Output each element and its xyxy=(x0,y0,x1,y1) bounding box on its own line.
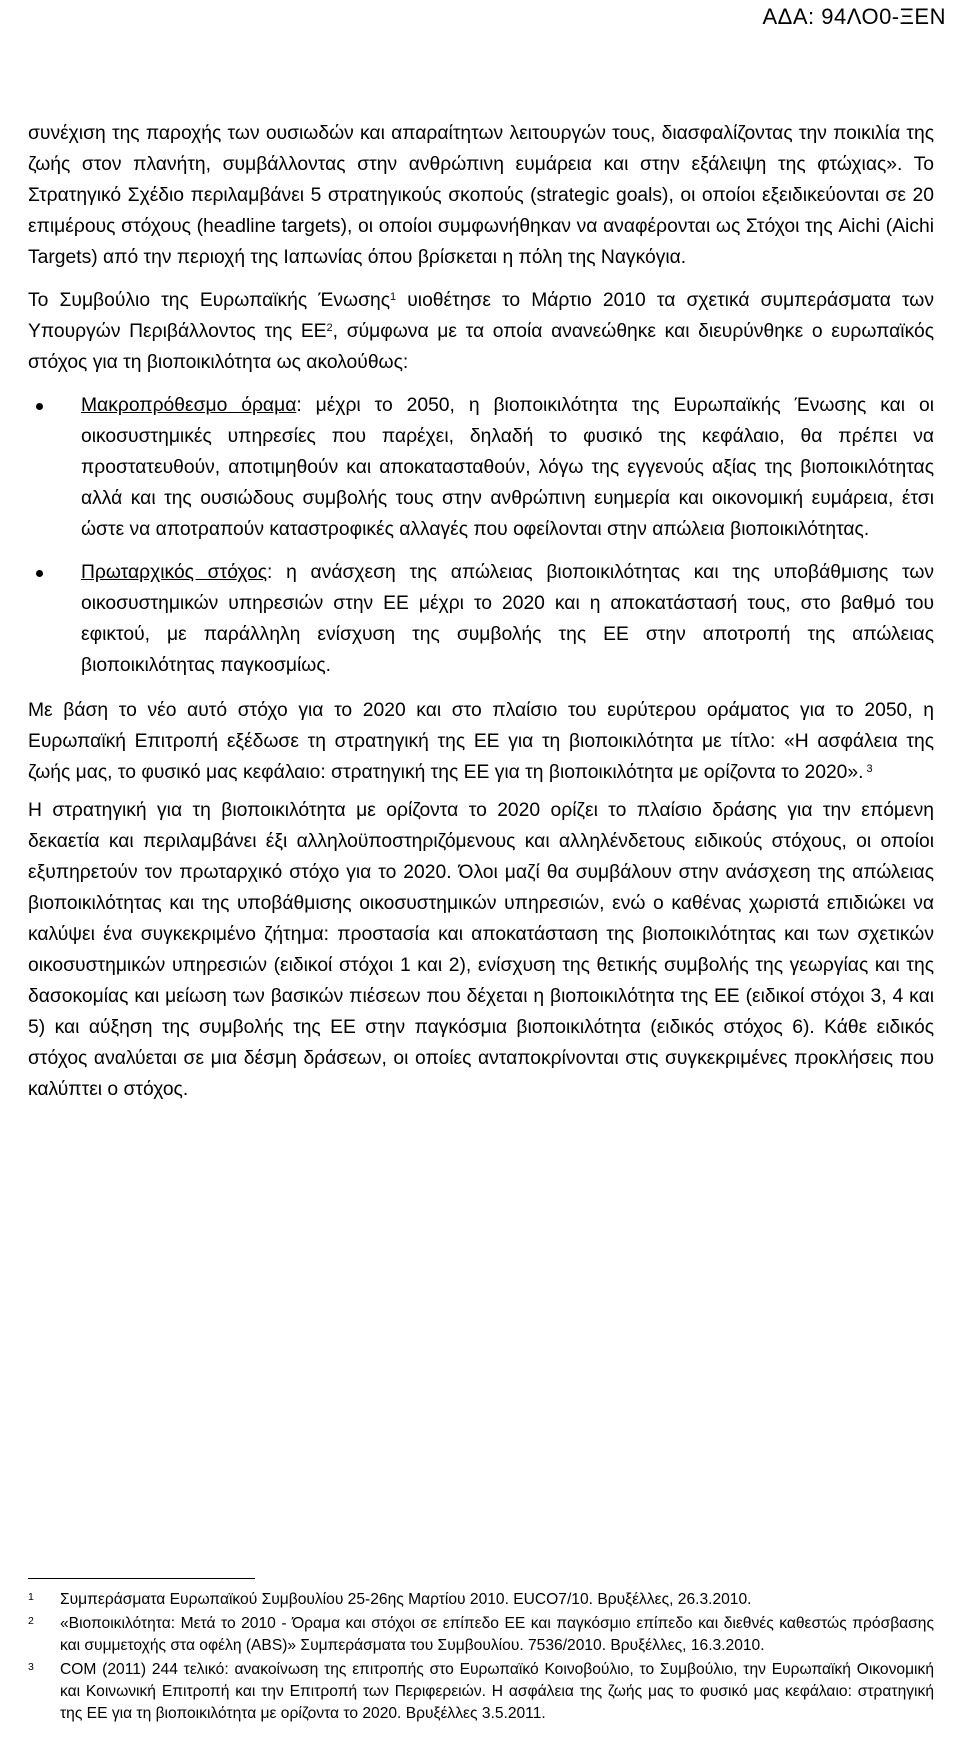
intro-paragraph: συνέχιση της παροχής των ουσιωδών και απαραίτητων λειτουργών τους, διασφαλίζοντας την ποικιλία της ζωής στον πλανήτη, συμβάλλοντας στην ανθρώπινη ευμάρεια και στην εξάλειψη της φτώχιας». Το Στρατηγικό Σχέδιο περιλαμβάνει 5 στρατηγικούς σκοπούς (strategic goals), οι οποίοι εξειδικεύονται σε 20 επιμέρους στόχους (headline targets), οι οποίοι συμφωνήθηκαν να αναφέρονται ως Στόχοι της Aichi (Aichi Targets) από την περιοχή της Ιαπωνίας όπου βρίσκεται η πόλη της Ναγκόγια. xyxy=(28,123,934,268)
footnote-text: COM (2011) 244 τελικό: ανακοίνωση της επιτροπής στο Ευρωπαϊκό Κοινοβούλιο, το Συμβούλιο, την Ευρωπαϊκή Οικονομική και Κοινωνική Επιτροπή και την Επιτροπή των Περιφερειών. Η ασφάλεια της ζωής μας το φυσικό μας κεφάλαιο: στρατηγική της ΕΕ για τη βιοποικιλότητα με ορίζοντα το 2020. Βρυξέλλες 3.5.2011. xyxy=(60,1661,934,1722)
footnote-divider xyxy=(28,1578,255,1579)
council-text-c: , σύμφωνα με τα οποία ανανεώθηκε και διευρύνθηκε ο ευρωπαϊκός στόχος για τη βιοποικιλότητα ως ακολούθως: xyxy=(28,321,934,373)
footnote-ref-1[interactable]: 1 xyxy=(390,291,397,303)
council-text-a: Το Συμβούλιο της Ευρωπαϊκής Ένωσης xyxy=(28,290,391,311)
council-paragraph xyxy=(28,285,934,378)
strategy-text: Με βάση το νέο αυτό στόχο για το 2020 και στο πλαίσιο του ευρύτερου οράματος για το 2050, η Ευρωπαϊκή Επιτροπή εξέδωσε τη στρατηγική της ΕΕ για τη βιοποικιλότητα με τίτλο: «Η ασφάλεια της ζωής μας, το φυσικό μας κεφάλαιο: στρατηγική της ΕΕ για τη βιοποικιλότητα με ορίζοντα το 2020». xyxy=(28,700,934,783)
council-text-b: υιοθέτησε το Μάρτιο 2010 τα σχετικά συμπεράσματα των Υπουργών Περιβάλλοντος της ΕΕ xyxy=(28,290,934,342)
footnote-ref-2[interactable]: 2 xyxy=(326,322,333,334)
bullet-text: : μέχρι το 2050, η βιοποικιλότητα της Ευρωπαϊκής Ένωσης και οι οικοσυστημικές υπηρεσίες που παρέχει, δηλαδή το φυσικό της κεφάλαιο, θα πρέπει να προστατευθούν, αποτιμηθούν και αποκατασταθούν, λόγω της εγγενούς αξίας της βιοποικιλότητας αλλά και της ουσιώδους συμβολής τους στην ανθρώπινη ευημερία και οικονομική ευμάρεια, έτσι ώστε να αποτραπούν καταστροφικές αλλαγές που οφείλονται στην απώλεια βιοποικιλότητας. xyxy=(81,395,935,540)
bullet-icon xyxy=(36,570,43,577)
footnote-item xyxy=(28,1589,934,1611)
footnote-text: Συμπεράσματα Ευρωπαϊκού Συμβουλίου 25-26ης Μαρτίου 2010. EUCO7/10. Βρυξέλλες, 26.3.2010. xyxy=(60,1591,752,1608)
targets-paragraph: Η στρατηγική για τη βιοποικιλότητα με ορίζοντα το 2020 ορίζει το πλαίσιο δράσης για την επόμενη δεκαετία και περιλαμβάνει έξι αλληλοϋποστηριζόμενους και αλληλένδετους ειδικούς στόχους, οι οποίοι εξυπηρετούν τον πρωταρχικό στόχο για το 2020. Όλοι μαζί θα συμβάλουν στην ανάσχεση της απώλειας βιοποικιλότητας και της υποβάθμισης οικοσυστημικών υπηρεσιών, ενώ ο καθένας χωριστά επιδιώκει να καλύψει ένα συγκεκριμένο ζήτημα: προστασία και αποκατάσταση της βιοποικιλότητας και των σχετικών οικοσυστημικών υπηρεσιών (ειδικοί στόχοι 1 και 2), ενίσχυση της θετικής συμβολής της γεωργίας και της δασοκομίας και μείωση των βασικών πιέσεων που δέχεται η βιοποικιλότητα της ΕΕ (ειδικοί στόχοι 3, 4 και 5) και αύξηση της συμβολής της ΕΕ στην παγκόσμια βιοποικιλότητα (ειδικός στόχος 6). Κάθε ειδικός στόχος αναλύεται σε μια δέσμη δράσεων, οι οποίες ανταποκρίνονται στις συγκεκριμένες προκλήσεις που καλύπτει ο στόχος. xyxy=(28,800,934,1100)
bullet-heading: Πρωταρχικός στόχος xyxy=(81,562,268,583)
list-item xyxy=(28,390,934,545)
bullet-heading: Μακροπρόθεσμο όραμα xyxy=(81,395,297,416)
footnote-number: 2 xyxy=(28,1615,34,1627)
footnote-item xyxy=(28,1659,934,1725)
document-body xyxy=(28,118,934,1112)
bullet-text: : η ανάσχεση της απώλειας βιοποικιλότητας και της υποβάθμισης των οικοσυστημικών υπηρεσιών στην ΕΕ μέχρι το 2020 και η αποκατάστασή τους, στο βαθμό του εφικτού, με παράλληλη ενίσχυση της συμβολής της ΕΕ στην αποτροπή της απώλειας βιοποικιλότητας παγκοσμίως. xyxy=(81,562,935,676)
footnote-number: 3 xyxy=(28,1661,34,1673)
bullet-icon xyxy=(36,403,43,410)
footnote-text: «Βιοποικιλότητα: Μετά το 2010 - Όραμα και στόχοι σε επίπεδο ΕΕ και παγκόσμιο επίπεδο και διεθνές καθεστώς πρόσβασης και συμμετοχής στα οφέλη (ABS)» Συμπεράσματα του Συμβουλίου. 7536/2010. Βρυξέλλες, 16.3.2010. xyxy=(60,1615,934,1654)
footnote-number: 1 xyxy=(28,1591,34,1603)
footnotes xyxy=(28,1589,934,1727)
footnote-item xyxy=(28,1613,934,1657)
footnote-ref-3[interactable]: 3 xyxy=(863,763,873,775)
ada-code: ΑΔΑ: 94ΛΟ0-ΞΕΝ xyxy=(762,4,946,29)
goals-list xyxy=(28,390,934,681)
strategy-paragraph xyxy=(28,695,934,788)
list-item xyxy=(28,557,934,681)
